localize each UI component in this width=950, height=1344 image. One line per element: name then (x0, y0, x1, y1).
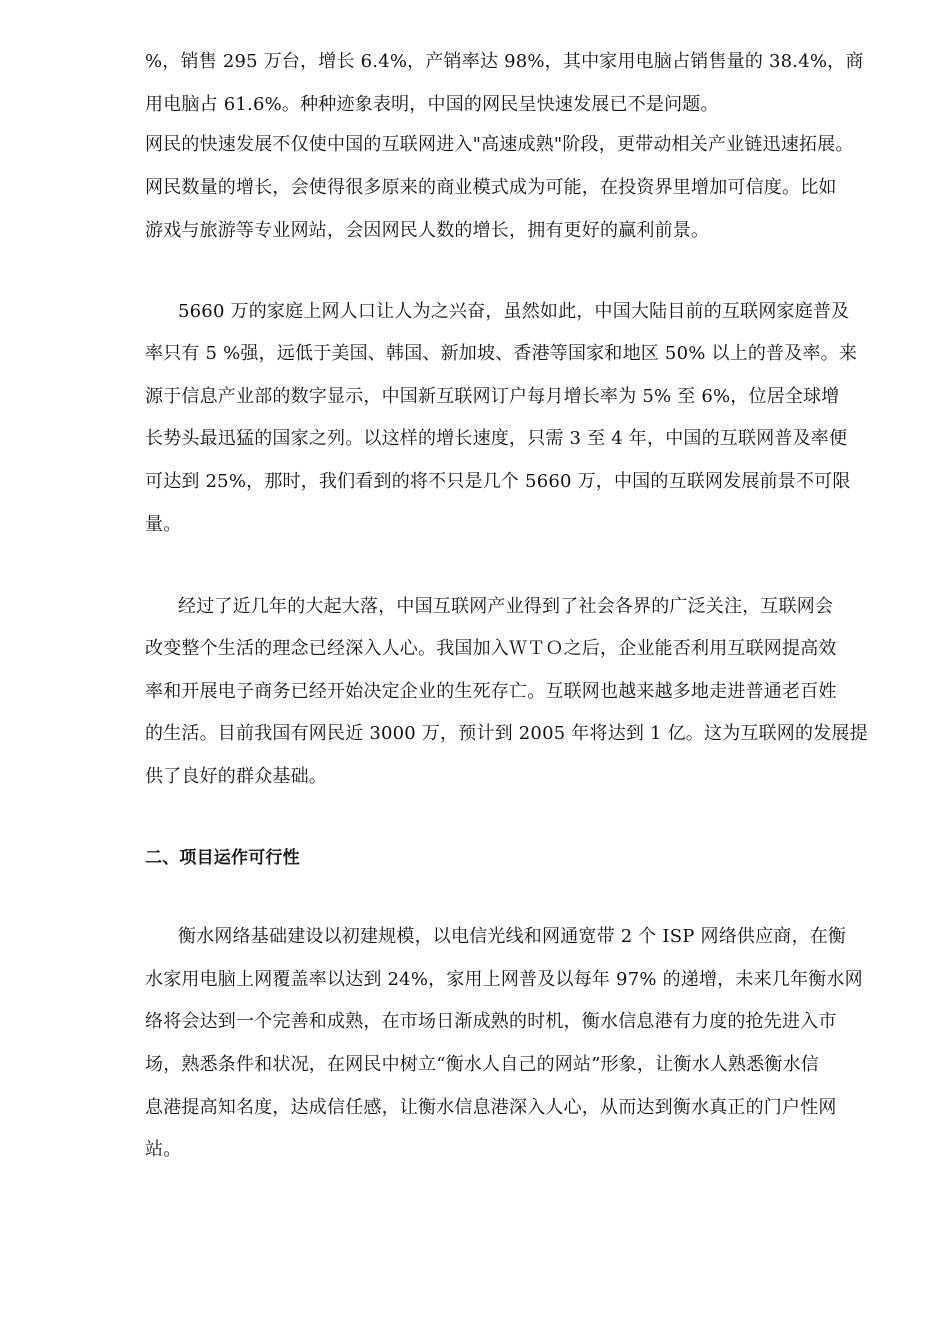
paragraph-line: 站。 (145, 1139, 182, 1160)
paragraph-line: 经过了近几年的大起大落，中国互联网产业得到了社会各界的广泛关注，互联网会 (178, 596, 834, 617)
paragraph-line: 用电脑占 61.6%。种种迹象表明，中国的网民呈快速发展已不是问题。 (145, 94, 719, 115)
paragraph-line: 率和开展电子商务已经开始决定企业的生死存亡。互联网也越来越多地走进普通老百姓 (145, 681, 837, 702)
paragraph-line: 量。 (145, 514, 182, 535)
paragraph-line: 供了良好的群众基础。 (145, 766, 327, 787)
paragraph-line: 长势头最迅猛的国家之列。以这样的增长速度，只需 3 至 4 年，中国的互联网普及率便 (145, 428, 848, 449)
paragraph-line: 5660 万的家庭上网人口让人为之兴奋，虽然如此，中国大陆目前的互联网家庭普及 (178, 301, 850, 322)
paragraph-line: 网民的快速发展不仅使中国的互联网进入"高速成熟"阶段，更带动相关产业链迅速拓展。 (145, 134, 854, 155)
section-heading: 二、项目运作可行性 (145, 848, 300, 868)
paragraph-line: 的生活。目前我国有网民近 3000 万，预计到 2005 年将达到 1 亿。这为互联网的发展提 (145, 723, 868, 744)
paragraph-line: 衡水网络基础建设以初建规模，以电信光线和网通宽带 2 个 ISP 网络供应商，在衡 (178, 926, 847, 947)
paragraph-line: 息港提高知名度，达成信任感，让衡水信息港深入人心，从而达到衡水真正的门户性网 (145, 1097, 837, 1118)
paragraph-line: 网民数量的增长，会使得很多原来的商业模式成为可能，在投资界里增加可信度。比如 (145, 177, 837, 198)
paragraph-line: 改变整个生活的理念已经深入人心。我国加入ＷＴＯ之后，企业能否利用互联网提高效 (145, 638, 837, 659)
paragraph-line: 率只有 5 %强，远低于美国、韩国、新加坡、香港等国家和地区 50% 以上的普及率。来 (145, 343, 858, 364)
paragraph-line: 场，熟悉条件和状况，在网民中树立“衡水人自己的网站”形象，让衡水人熟悉衡水信 (145, 1054, 820, 1075)
paragraph-line: 源于信息产业部的数字显示，中国新互联网订户每月增长率为 5% 至 6%，位居全球增 (145, 386, 840, 407)
paragraph-line: 可达到 25%，那时，我们看到的将不只是几个 5660 万，中国的互联网发展前景不可限 (145, 471, 851, 492)
paragraph-line: %，销售 295 万台，增长 6.4%，产销率达 98%，其中家用电脑占销售量的 38.4%，商 (145, 51, 864, 72)
paragraph-line: 水家用电脑上网覆盖率以达到 24%，家用上网普及以每年 97% 的递增，未来几年衡水网 (145, 969, 863, 990)
paragraph-line: 络将会达到一个完善和成熟，在市场日渐成熟的时机，衡水信息港有力度的抢先进入市 (145, 1011, 837, 1032)
paragraph-line: 游戏与旅游等专业网站，会因网民人数的增长，拥有更好的赢利前景。 (145, 220, 710, 241)
